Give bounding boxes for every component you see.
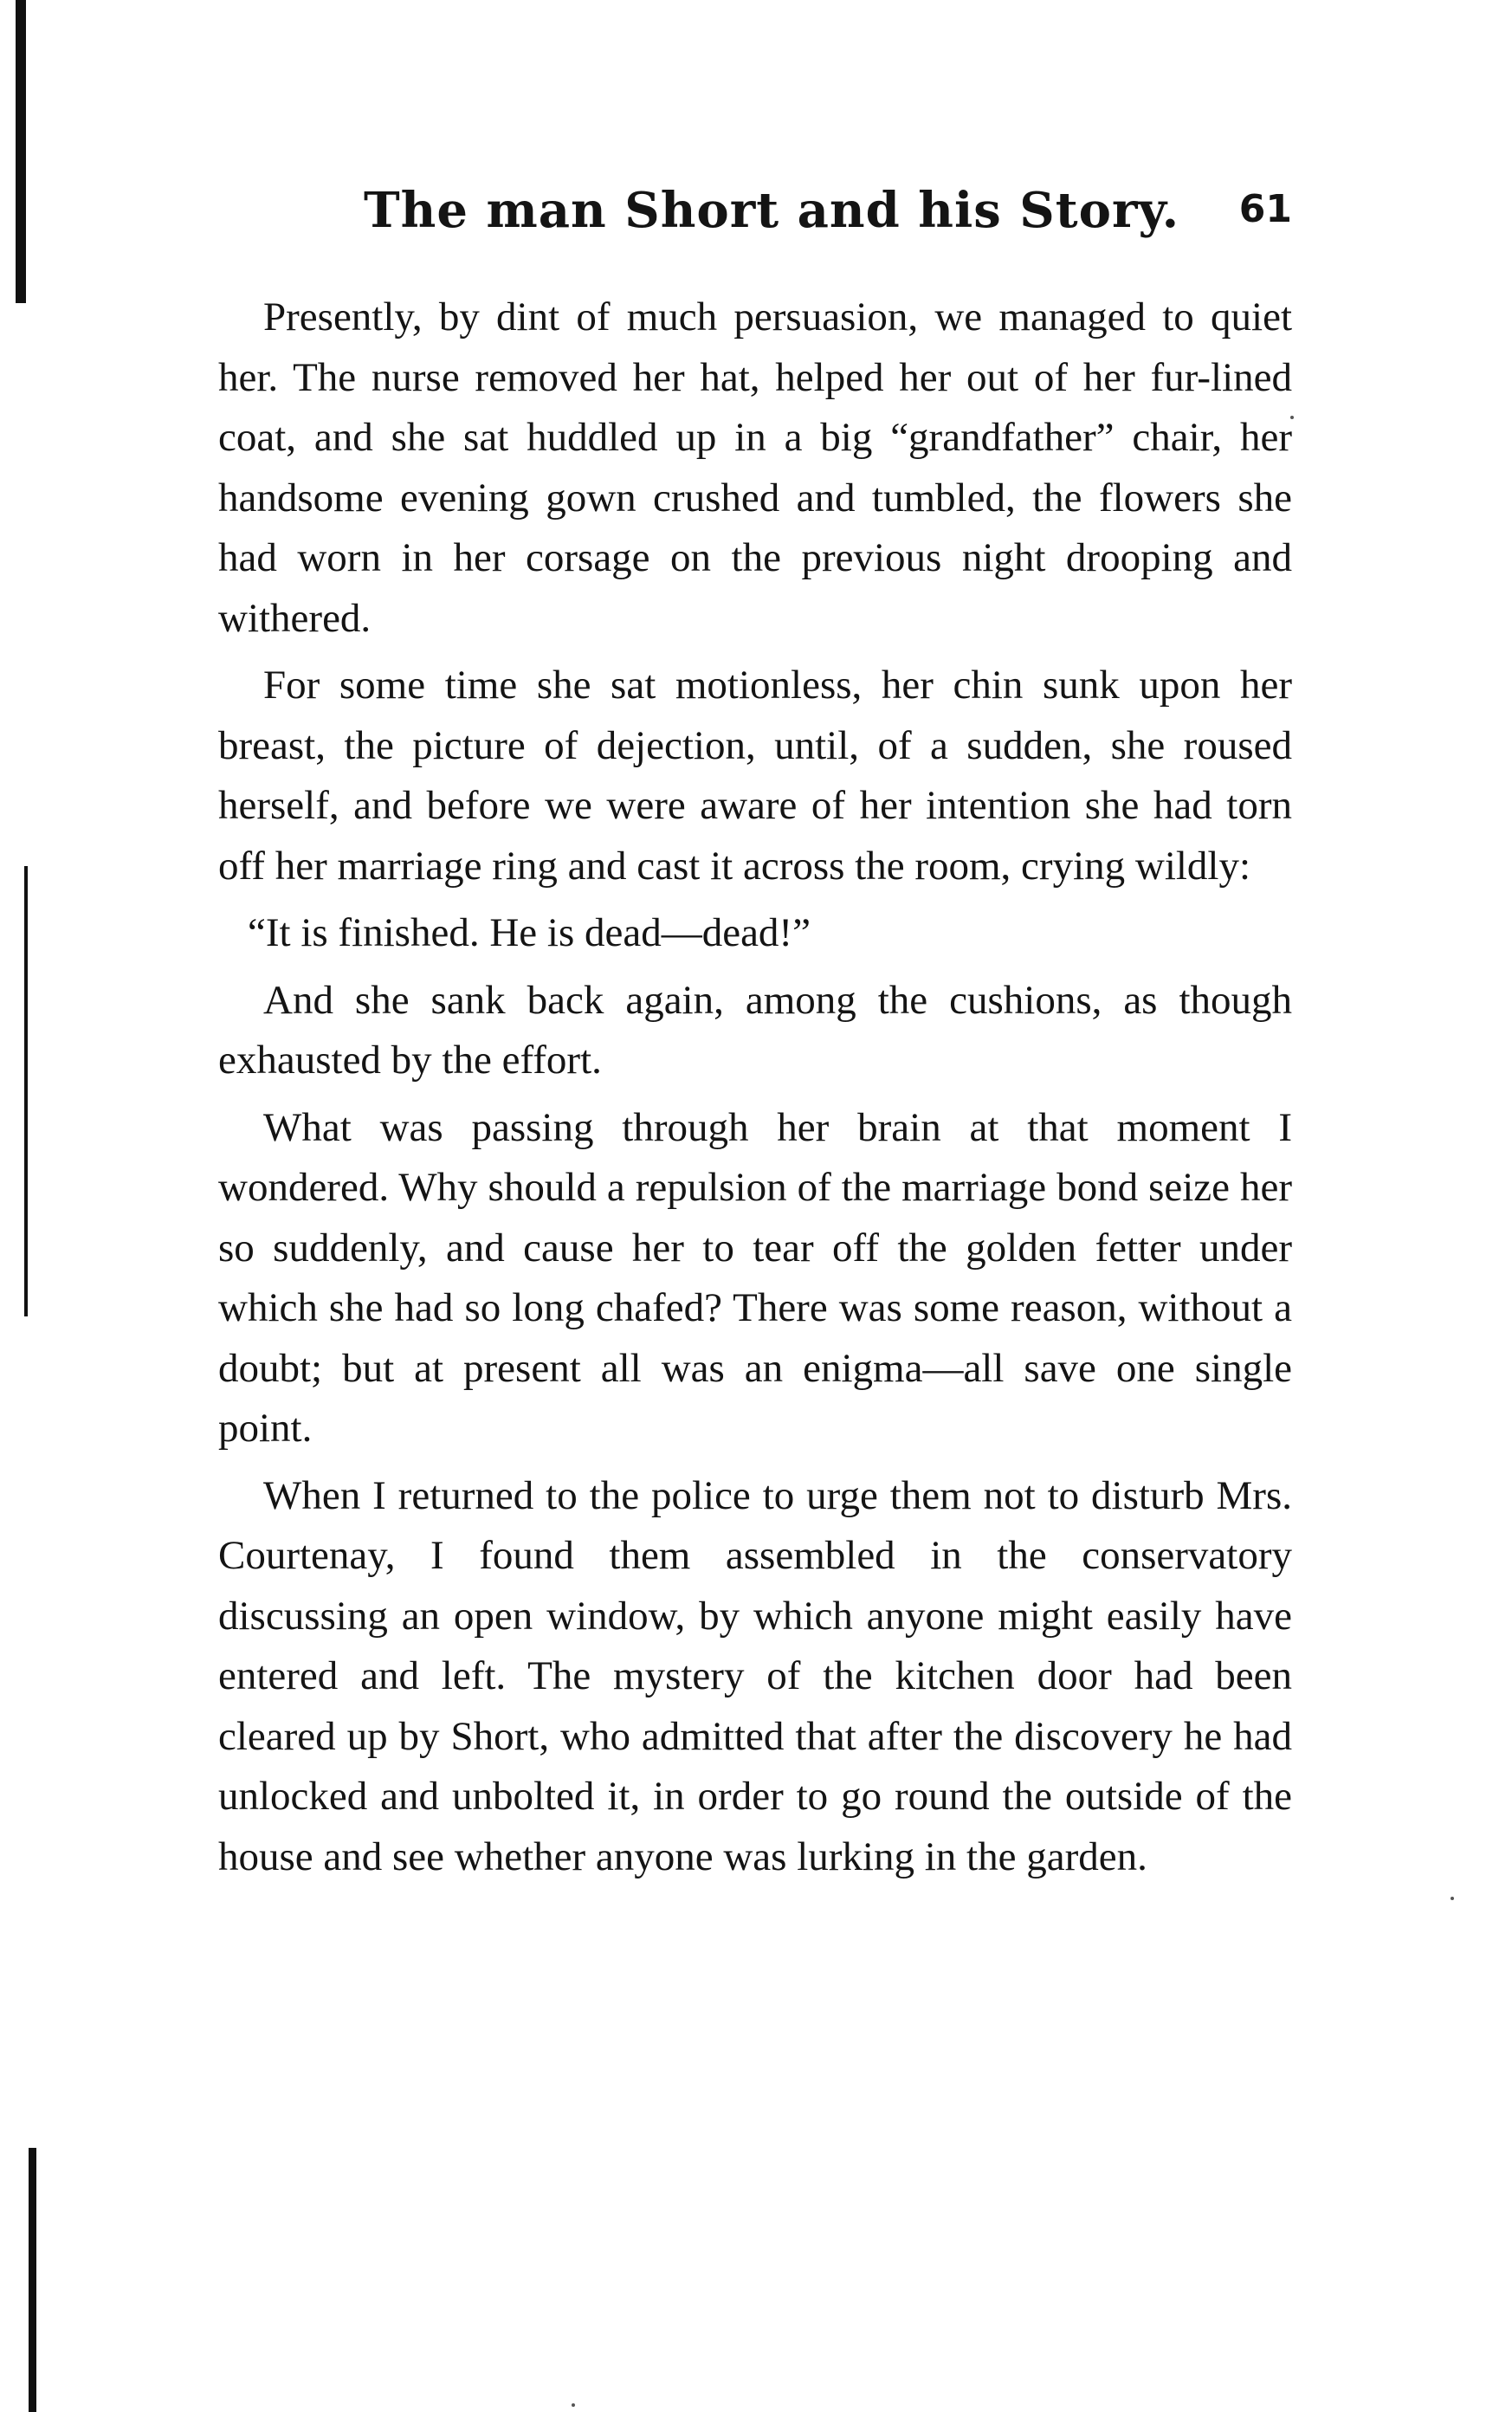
body-text xyxy=(218,288,1292,1887)
book-page xyxy=(218,182,1292,1894)
paragraph: When I returned to the police to urge them not to disturb Mrs. Courtenay, I found them assembled in the conservatory discussing an open window, by which anyone might easily have entered and left. The mystery of the kitchen door had been cleared up by Short, who admitted that after the discovery he had unlocked and unbolted it, in order to go round the outside of the house and see whether anyone was lurking in the garden. xyxy=(218,1472,1292,1879)
page-header xyxy=(218,182,1292,268)
page-number: 61 xyxy=(1238,187,1292,231)
running-title: The man Short and his Story. xyxy=(364,182,1180,239)
paragraph: And she sank back again, among the cushions, as though exhausted by the effort. xyxy=(218,977,1292,1083)
stray-speck xyxy=(572,2403,575,2407)
quoted-line: “It is finished. He is dead—dead!” xyxy=(248,910,811,955)
scan-edge-mark-top xyxy=(16,0,26,303)
scan-edge-mark-middle xyxy=(24,866,28,1316)
paragraph: For some time she sat motionless, her chin sunk upon her breast, the picture of dejection, until, of a sudden, she roused herself, and before we were aware of her intention she had torn off her marriage ring and cast it across the room, crying wildly: xyxy=(218,663,1292,889)
stray-speck xyxy=(1451,1897,1454,1900)
paragraph: What was passing through her brain at that moment I wondered. Why should a repulsion of the marriage bond seize her so suddenly, and cause her to tear off the golden fetter under which she had so long chafed? There was some reason, without a doubt; but at present all was an enigma—all save one single point. xyxy=(218,1104,1292,1451)
scan-edge-mark-bottom xyxy=(29,2148,36,2412)
paragraph: Presently, by dint of much persuasion, we managed to quiet her. The nurse removed her hat, helped her out of her fur-lined coat, and she sat huddled up in a big “grandfather” chair, her handsome evening gown crushed and tumbled, the flowers she had worn in her corsage on the previous night drooping and withered. xyxy=(218,294,1292,641)
